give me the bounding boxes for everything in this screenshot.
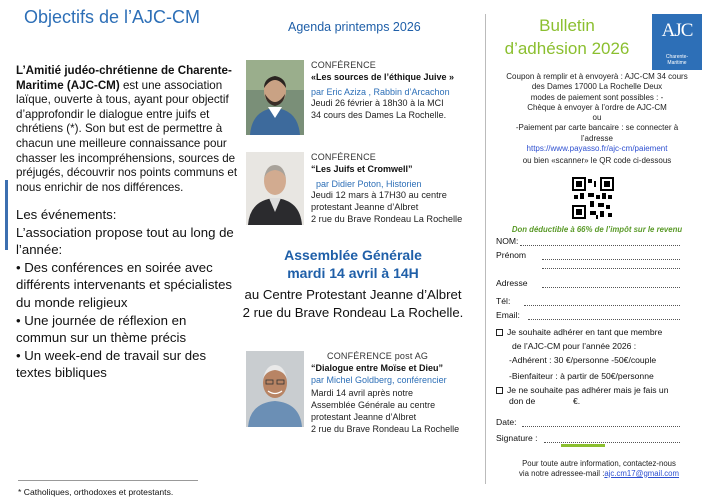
- portrait-icon: [246, 60, 304, 135]
- ag-title-line: Assemblée Générale: [284, 247, 422, 263]
- events-heading: Les événements:: [16, 207, 117, 222]
- donation-amount-label: don de: [509, 396, 536, 406]
- events-item: • Une journée de réflexion en commun sur un thème précis: [16, 312, 187, 346]
- event-line: 34 cours des Dames La Rochelle.: [311, 110, 447, 121]
- membership-bienfaiteur: -Bienfaiteur : à partir de 50€/personne: [509, 371, 654, 381]
- green-separator: [561, 444, 605, 447]
- coupon-instructions: [492, 72, 702, 167]
- bulletin-title: [497, 14, 637, 60]
- option-member-label: Je souhaite adhérer en tant que membre: [507, 327, 663, 337]
- logo-sub-line: Charente-: [665, 54, 689, 60]
- event-line: Mardi 14 avril après notre: [311, 388, 414, 399]
- event-line: 2 rue du Brave Rondeau La Rochelle: [311, 423, 460, 434]
- event-2: [311, 152, 485, 226]
- qr-code-icon[interactable]: [572, 177, 614, 219]
- event-line: Jeudi 12 mars à 17H30 au centre: [311, 190, 447, 201]
- ag-title-line: mardi 14 avril à 14H: [287, 265, 419, 281]
- coupon-line: -Paiement par carte bancaire : se connecter à: [515, 123, 679, 133]
- payment-link[interactable]: https://www.payasso.fr/ajc-cm/paiement: [526, 144, 668, 154]
- events-intro: L’association propose tout au long de l’année:: [16, 224, 234, 258]
- event-line: protestant Jeanne d’Albret: [311, 411, 417, 422]
- membership-adherent: -Adhérent : 30 €/personne -50€/couple: [509, 355, 657, 365]
- event-speaker: par Didier Poton, Historien: [316, 178, 422, 189]
- event-title: «Les sources de l’éthique Juive »: [311, 71, 455, 82]
- agenda-title: Agenda printemps 2026: [288, 20, 421, 34]
- field-tel-label: Tél:: [496, 296, 511, 306]
- event-title: “Dialogue entre Moïse et Dieu”: [311, 362, 444, 373]
- field-prenom-extra-line[interactable]: [542, 268, 680, 269]
- event-line: protestant Jeanne d’Albret: [311, 202, 419, 213]
- ag-place-line: 2 rue du Brave Rondeau La Rochelle.: [242, 305, 464, 320]
- event-line: 2 rue du Brave Rondeau La Rochelle: [311, 213, 463, 224]
- intro-paragraph: [16, 64, 238, 195]
- logo-sub-line: Maritime: [667, 60, 687, 66]
- event-type: CONFÉRENCE: [311, 152, 377, 162]
- bulletin-title-line: Bulletin: [539, 16, 595, 35]
- field-adresse-input[interactable]: [542, 287, 680, 288]
- column-divider: [485, 14, 486, 484]
- events-item: • Un week-end de travail sur des textes bibliques: [16, 347, 207, 381]
- event-3: [311, 351, 483, 436]
- footnote: * Catholiques, orthodoxes et protestants.: [18, 487, 174, 497]
- field-prenom-input[interactable]: [542, 259, 680, 260]
- event-type: CONFÉRENCE post AG: [327, 351, 429, 361]
- member-checkbox[interactable]: [496, 329, 503, 336]
- option-member[interactable]: [496, 327, 662, 338]
- field-signature-input[interactable]: [544, 442, 680, 443]
- option-member-year: de l’AJC-CM pour l’année 2026 :: [512, 341, 637, 351]
- field-tel-input[interactable]: [524, 305, 680, 306]
- portrait-icon: [246, 351, 304, 427]
- bulletin-title-line: d’adhésion 2026: [504, 39, 630, 58]
- field-signature-label: Signature :: [496, 433, 538, 443]
- contact-prefix: via notre adressee-mail :: [518, 468, 605, 478]
- events-item: • Des conférences en soirée avec différents intervenants et spécialistes du monde religieux: [16, 259, 233, 310]
- footnote-divider: [18, 480, 198, 481]
- qr-instruction: ou bien «scanner» le QR code ci-dessous: [522, 156, 672, 166]
- intro-text: est une association laïque, ouverte à tous, ayant pour objectif d’approfondir le dialogue entre juifs et chrétiens (*). Son but est de permettre à chacun une meilleure connaissance pour chasser les incompréhensions, sources de préjugés, découvrir nos points communs et nous enrichir de nos différences.: [16, 78, 238, 194]
- coupon-line: Coupon à remplir et à envoyerà : AJC-CM 34 cours: [506, 72, 688, 81]
- field-nom-input[interactable]: [520, 245, 680, 246]
- objectives-title: Objectifs de l’AJC-CM: [24, 7, 201, 27]
- speaker-photo-aziza: [246, 60, 304, 135]
- logo-subtitle: [654, 54, 700, 66]
- event-1: [311, 60, 481, 122]
- option-donation[interactable]: [496, 385, 668, 396]
- coupon-line: modes de paiement sont possibles : -: [530, 92, 664, 102]
- events-list: [16, 206, 240, 382]
- event-speaker: par Michel Goldberg, conférencier: [311, 374, 447, 385]
- coupon-line: Chèque à envoyer à l’ordre de AJC-CM: [527, 102, 667, 112]
- coupon-line: ou: [592, 113, 602, 123]
- event-line: Assemblée Générale au centre: [311, 400, 436, 411]
- field-email-label: Email:: [496, 310, 520, 320]
- donation-currency: €.: [573, 396, 581, 406]
- coupon-line: des Dames 17000 La Rochelle Deux: [531, 82, 663, 92]
- speaker-photo-goldberg: [246, 351, 304, 427]
- field-nom-label: NOM:: [496, 236, 519, 246]
- intro-bold: L’Amitié judéo-chrétienne de Charente-Maritime (AJC-CM): [16, 64, 232, 92]
- ag-place-line: au Centre Protestant Jeanne d’Albret: [244, 287, 462, 302]
- event-speaker: par Eric Aziza , Rabbin d’Arcachon: [311, 86, 450, 97]
- portrait-icon: [246, 152, 304, 225]
- option-donation-label: Je ne souhaite pas adhérer mais je fais un: [507, 385, 669, 395]
- contact-line: Pour toute autre information, contactez-nous: [522, 459, 676, 468]
- coupon-line: l’adresse: [580, 133, 613, 143]
- accent-bar: [5, 180, 8, 250]
- contact-line-2: [492, 469, 706, 479]
- logo-text: AJC: [661, 20, 693, 41]
- donation-checkbox[interactable]: [496, 387, 503, 394]
- event-type: CONFÉRENCE: [311, 60, 377, 70]
- field-prenom-label: Prénom: [496, 250, 527, 260]
- field-date-input[interactable]: [522, 426, 680, 427]
- field-email-input[interactable]: [528, 319, 680, 320]
- general-assembly-title: [238, 246, 468, 282]
- tax-deduction-note: Don déductible à 66% de l’impôt sur le revenu: [511, 225, 683, 234]
- field-date-label: Date:: [496, 417, 517, 427]
- contact-email-link[interactable]: ajc.cm17@gmail.com: [604, 468, 680, 478]
- field-adresse-label: Adresse: [496, 278, 528, 288]
- event-line: Jeudi 26 février à 18h30 à la MCI: [311, 98, 444, 109]
- event-title: “Les Juifs et Cromwell”: [311, 163, 413, 174]
- ajc-logo: [652, 14, 702, 70]
- objectives-column: [0, 0, 240, 502]
- contact-info: [492, 459, 706, 478]
- speaker-photo-poton: [246, 152, 304, 225]
- general-assembly-place: [238, 286, 468, 322]
